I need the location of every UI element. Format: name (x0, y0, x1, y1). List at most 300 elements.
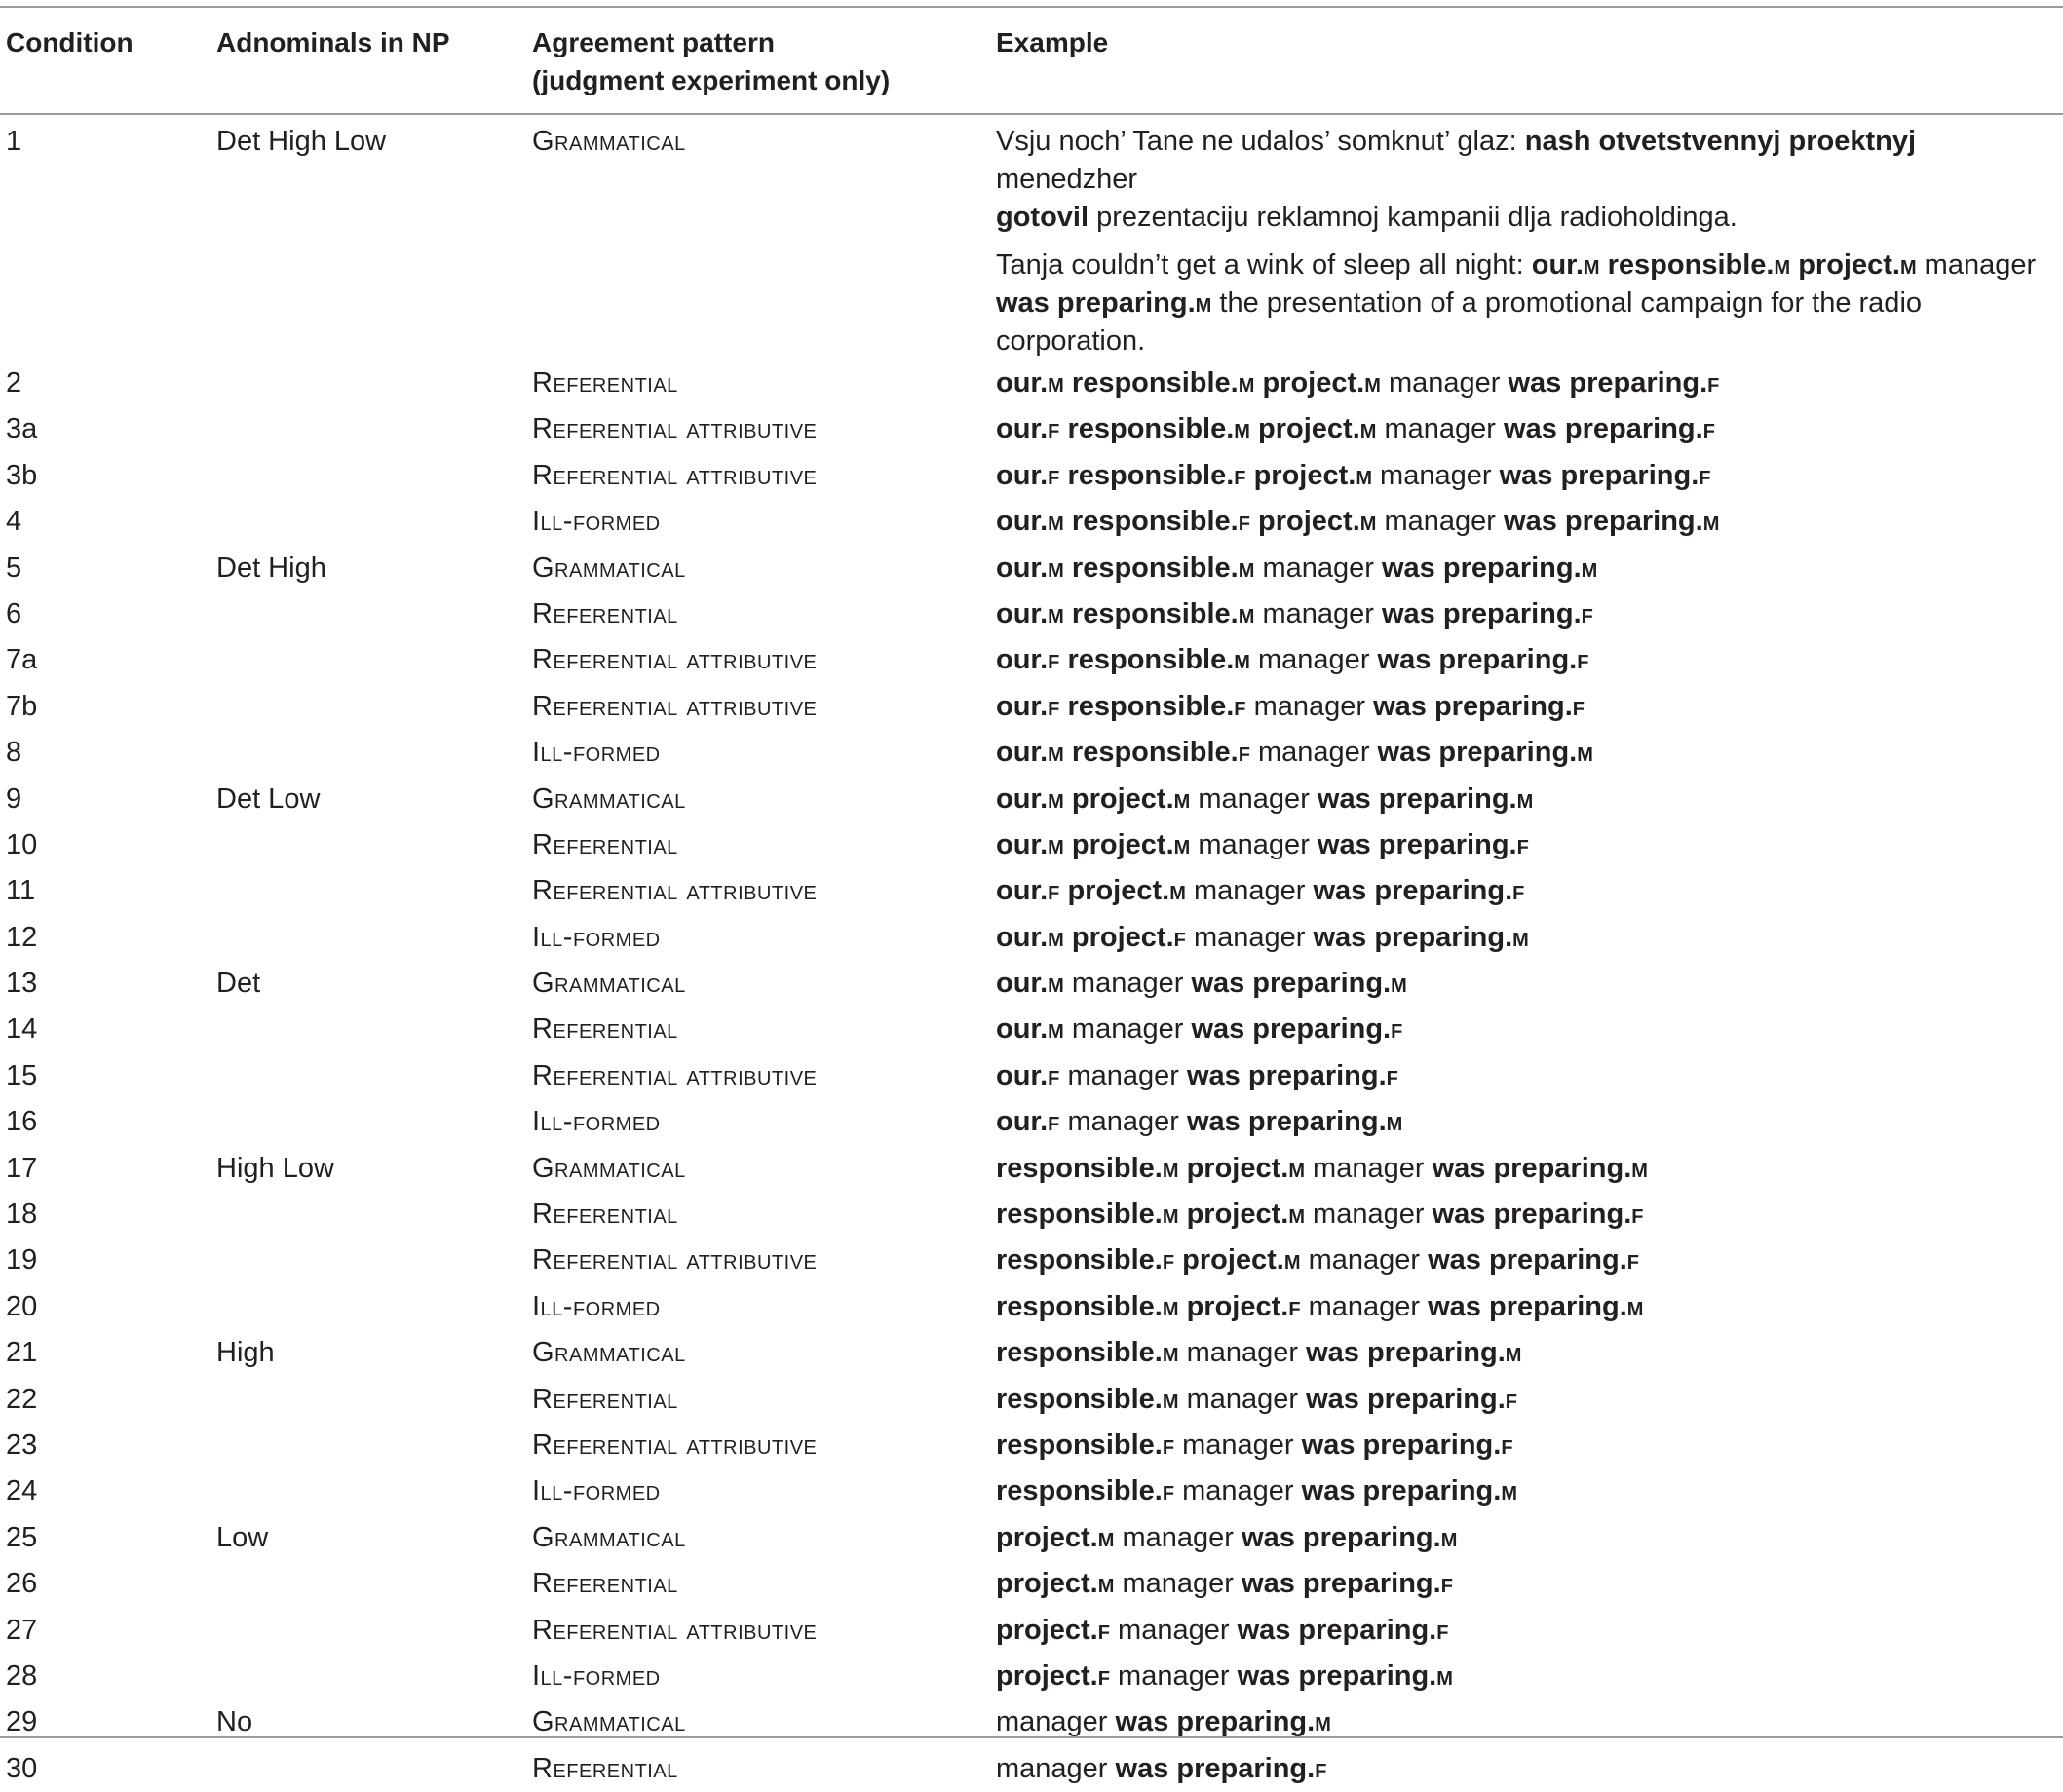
table-row (0, 1699, 2063, 1745)
gender-our: f (1048, 1106, 1060, 1138)
cell-pattern: Ill-formed (532, 1475, 661, 1507)
cell-condition: 23 (6, 1429, 38, 1461)
cell-adnominals (210, 453, 526, 499)
word-noun: manager (1118, 1659, 1230, 1692)
gender-resp: m (1238, 597, 1255, 629)
cell-adnominals: High (216, 1337, 275, 1369)
cell-condition: 20 (6, 1290, 38, 1322)
table-row (0, 1608, 2063, 1654)
table-row (0, 1330, 2063, 1376)
gender-our: m (1048, 828, 1064, 860)
cell-adnominals (210, 361, 526, 406)
word-verb: was preparing. (1191, 1013, 1392, 1046)
cell-adnominals (210, 1654, 526, 1699)
cell-pattern: Grammatical (532, 968, 686, 1000)
word-noun: manager (1384, 413, 1496, 445)
word-noun: manager (1380, 459, 1492, 491)
cell-condition: 18 (6, 1199, 38, 1231)
gender-resp: f (1162, 1244, 1175, 1277)
cell-pattern: Referential (532, 1013, 678, 1046)
word-resp: responsible. (1071, 552, 1239, 584)
cell-adnominals: Det Low (216, 782, 321, 815)
word-our: our. (996, 459, 1049, 491)
word-proj: project. (1071, 828, 1174, 860)
word-proj: project. (1067, 875, 1170, 907)
word-proj: project. (1182, 1244, 1284, 1277)
cell-pattern: Referential attributive (532, 413, 818, 445)
gender-proj: m (1097, 1521, 1115, 1553)
word-verb: was preparing. (1313, 875, 1513, 907)
cell-adnominals (210, 1468, 526, 1514)
cell-condition: 14 (6, 1013, 38, 1046)
cell-adnominals (210, 915, 526, 961)
gender-proj: m (1173, 828, 1191, 860)
word-resp: responsible. (1067, 644, 1235, 676)
cell-example (990, 1146, 2063, 1192)
word-our: our. (996, 644, 1049, 676)
word-resp: responsible. (996, 1383, 1163, 1415)
cell-condition: 9 (6, 782, 22, 815)
gender-our: f (1048, 644, 1060, 676)
word-verb: was preparing. (1242, 1568, 1441, 1600)
gender-proj: m (1097, 1568, 1115, 1600)
word-proj: project. (1258, 506, 1360, 538)
word-verb: was preparing. (1306, 1383, 1506, 1415)
cell-condition: 2 (6, 367, 22, 399)
header-agreement-line2: (judgment experiment only) (532, 65, 891, 95)
cell-adnominals (210, 868, 526, 914)
gender-our: f (1048, 690, 1060, 722)
cell-adnominals (210, 684, 526, 730)
table-row (0, 1284, 2063, 1330)
word-proj: project. (1258, 413, 1360, 445)
cell-condition: 10 (6, 828, 38, 860)
word-noun: manager (1262, 552, 1374, 584)
gender-verb: f (1512, 875, 1525, 907)
gender-verb: f (1572, 690, 1585, 722)
word-proj: project. (1262, 367, 1365, 399)
word-noun: manager (1253, 690, 1366, 722)
gender-proj: m (1359, 506, 1377, 538)
table-row (0, 915, 2063, 961)
word-resp: responsible. (996, 1244, 1163, 1277)
gender-verb: m (1440, 1521, 1458, 1553)
word-noun: manager (1198, 782, 1310, 815)
cell-condition: 17 (6, 1152, 38, 1184)
table-row (0, 1746, 2063, 1792)
word-verb: was preparing. (1377, 644, 1578, 676)
gender-proj: m (1283, 1244, 1301, 1277)
table-row (0, 1423, 2063, 1468)
cell-condition: 24 (6, 1475, 38, 1507)
word-noun: manager (1182, 1429, 1294, 1461)
cell-adnominals (210, 730, 526, 776)
word-verb: was preparing. (1504, 413, 1703, 445)
word-resp: responsible. (1071, 737, 1239, 769)
word-noun: manager (1071, 968, 1184, 1000)
word-verb: was preparing. (1504, 506, 1703, 538)
cell-example (990, 361, 2063, 406)
cell-adnominals (210, 1561, 526, 1607)
header-example: Example (996, 27, 1109, 57)
cell-example (990, 822, 2063, 868)
cell-adnominals (210, 499, 526, 545)
gender-verb: f (1315, 1752, 1327, 1784)
cell-example (990, 591, 2063, 637)
gender-our: f (1048, 875, 1060, 907)
word-our: our. (996, 828, 1049, 860)
cell-pattern: Referential (532, 597, 678, 629)
table-row (0, 546, 2063, 591)
cell-condition: 13 (6, 968, 38, 1000)
table-row (0, 637, 2063, 683)
gender-our: m (1048, 1013, 1064, 1046)
word-our: our. (996, 782, 1049, 815)
word-noun: manager (1193, 875, 1306, 907)
header-condition: Condition (6, 27, 134, 57)
gender-resp: m (1162, 1383, 1179, 1415)
gender-our: m (1048, 737, 1064, 769)
word-proj: project. (1071, 921, 1174, 953)
header-row (0, 6, 2063, 99)
cell-example (990, 684, 2063, 730)
word-proj: project. (1186, 1290, 1289, 1322)
word-our: our. (996, 413, 1049, 445)
conditions-table (0, 6, 2063, 1792)
table-row (0, 499, 2063, 545)
cell-condition: 29 (6, 1706, 38, 1738)
table-row (0, 777, 2063, 822)
cell-adnominals: No (216, 1706, 253, 1738)
word-verb: was preparing. (1301, 1429, 1502, 1461)
cell-condition: 5 (6, 552, 22, 584)
word-verb: was preparing. (1508, 367, 1708, 399)
cell-condition: 1 (6, 126, 22, 157)
word-proj: project. (996, 1614, 1098, 1646)
cell-example (990, 1515, 2063, 1561)
word-resp: responsible. (996, 1199, 1163, 1231)
cell-pattern: Referential attributive (532, 875, 818, 907)
cell-condition: 6 (6, 597, 22, 629)
cell-example (990, 1238, 2063, 1283)
cell-pattern: Referential attributive (532, 1059, 818, 1091)
word-resp: responsible. (996, 1152, 1163, 1184)
table-row (0, 1192, 2063, 1238)
word-noun: manager (1067, 1106, 1179, 1138)
word-verb: was preparing. (1382, 597, 1582, 629)
word-noun: manager (1313, 1199, 1425, 1231)
word-proj: project. (1186, 1199, 1289, 1231)
word-noun: manager (1384, 506, 1496, 538)
gender-our: m (1048, 782, 1064, 815)
table-row (0, 1377, 2063, 1423)
cell-condition: 7a (6, 644, 38, 676)
gender-verb: f (1702, 413, 1715, 445)
gender-resp: m (1238, 552, 1255, 584)
cell-adnominals (210, 822, 526, 868)
cell-example (990, 1746, 2063, 1792)
cell-example (990, 406, 2063, 452)
gender-our: m (1048, 552, 1064, 584)
cell-pattern: Grammatical (532, 1521, 686, 1553)
gender-proj: m (1359, 413, 1377, 445)
cell-pattern: Grammatical (532, 1152, 686, 1184)
word-our: our. (996, 1059, 1049, 1091)
header-agreement-line1: Agreement pattern (532, 27, 775, 57)
cell-adnominals: Low (216, 1521, 269, 1553)
table-row (0, 730, 2063, 776)
word-our: our. (996, 506, 1049, 538)
word-resp: responsible. (996, 1475, 1163, 1507)
word-verb: was preparing. (1428, 1244, 1627, 1277)
english-gloss: Tanja couldn’t get a wink of sleep all night: our.m responsible.m project.m manager was preparing.m the presentation of a promotional campaign for the radio corporation. (996, 249, 2037, 357)
cell-example (990, 915, 2063, 961)
gender-verb: f (1436, 1614, 1449, 1646)
header-agreement (526, 6, 990, 99)
gender-proj: m (1288, 1199, 1305, 1231)
word-resp: responsible. (1071, 367, 1239, 399)
gender-verb: f (1391, 1013, 1403, 1046)
word-verb: was preparing. (1306, 1337, 1506, 1369)
cell-adnominals (210, 591, 526, 637)
cell-condition: 3a (6, 413, 38, 445)
gender-our: m (1048, 506, 1064, 538)
word-verb: was preparing. (1428, 1290, 1627, 1322)
gender-verb: m (1626, 1290, 1644, 1322)
gender-verb: f (1581, 597, 1593, 629)
word-verb: was preparing. (1382, 552, 1582, 584)
gender-resp: m (1162, 1199, 1179, 1231)
gender-proj: m (1169, 875, 1186, 907)
word-resp: responsible. (996, 1290, 1163, 1322)
russian-example: Vsju noch’ Tane ne udalos’ somknut’ glaz: nash otvetstvennyj proektnyj menedzher gotovil prezentaciju reklamnoj kampanii dlja radioholdinga. (996, 126, 1917, 233)
word-verb: was preparing. (1115, 1706, 1316, 1738)
gender-resp: m (1234, 644, 1250, 676)
cell-pattern: Referential (532, 828, 678, 860)
cell-example (990, 1699, 2063, 1745)
gender-resp: f (1238, 506, 1250, 538)
cell-adnominals: High Low (216, 1152, 334, 1184)
gender-resp: f (1234, 690, 1246, 722)
gender-proj: f (1173, 921, 1186, 953)
cell-adnominals (210, 406, 526, 452)
cell-pattern: Grammatical (532, 782, 686, 815)
cell-pattern: Referential attributive (532, 1244, 818, 1277)
cell-example (990, 637, 2063, 683)
table-row (0, 361, 2063, 406)
cell-adnominals (210, 1053, 526, 1099)
word-verb: was preparing. (1499, 459, 1700, 491)
cell-adnominals (210, 1608, 526, 1654)
cell-pattern: Referential attributive (532, 459, 818, 491)
cell-example (990, 546, 2063, 591)
cell-pattern: Ill-formed (532, 737, 661, 769)
word-proj: project. (1186, 1152, 1289, 1184)
gender-verb: m (1577, 737, 1593, 769)
cell-pattern: Grammatical (532, 1337, 686, 1369)
word-verb: was preparing. (1301, 1475, 1502, 1507)
word-noun: manager (1122, 1521, 1234, 1553)
cell-adnominals (210, 1238, 526, 1283)
word-resp: responsible. (996, 1337, 1163, 1369)
cell-condition: 16 (6, 1106, 38, 1138)
gender-our: f (1048, 413, 1060, 445)
cell-pattern: Grammatical (532, 126, 686, 157)
gender-verb: m (1631, 1152, 1648, 1184)
cell-condition: 7b (6, 690, 38, 722)
word-noun: manager (1193, 921, 1306, 953)
cell-adnominals: Det High Low (216, 126, 387, 157)
header-adnominals: Adnominals in NP (216, 27, 450, 57)
cell-condition: 30 (6, 1752, 38, 1784)
cell-condition: 4 (6, 506, 22, 538)
cell-adnominals (210, 1377, 526, 1423)
word-our: our. (996, 597, 1049, 629)
cell-pattern: Referential attributive (532, 1429, 818, 1461)
cell-condition: 3b (6, 459, 38, 491)
word-verb: was preparing. (1186, 1106, 1387, 1138)
word-proj: project. (996, 1521, 1098, 1553)
word-resp: responsible. (1071, 597, 1239, 629)
cell-adnominals (210, 1423, 526, 1468)
cell-condition: 26 (6, 1568, 38, 1600)
word-noun: manager (1313, 1152, 1425, 1184)
cell-pattern: Ill-formed (532, 921, 661, 953)
gender-verb: m (1386, 1106, 1403, 1138)
cell-pattern: Referential (532, 1568, 678, 1600)
cell-example (990, 1053, 2063, 1099)
word-verb: was preparing. (1115, 1752, 1316, 1784)
cell-example (990, 730, 2063, 776)
gender-verb: m (1315, 1706, 1331, 1738)
table-row (0, 1468, 2063, 1514)
table-row (0, 684, 2063, 730)
gender-proj: m (1173, 782, 1191, 815)
word-our: our. (996, 367, 1049, 399)
word-noun: manager (1388, 367, 1501, 399)
word-resp: responsible. (1071, 506, 1239, 538)
cell-pattern: Grammatical (532, 1706, 686, 1738)
gender-our: m (1048, 921, 1064, 953)
gender-proj: m (1356, 459, 1372, 491)
word-noun: manager (1308, 1290, 1421, 1322)
cell-example (990, 1192, 2063, 1238)
cell-adnominals (210, 1192, 526, 1238)
word-noun: manager (1186, 1383, 1299, 1415)
word-verb: was preparing. (1313, 921, 1513, 953)
word-verb: was preparing. (1242, 1521, 1441, 1553)
gender-resp: m (1162, 1152, 1179, 1184)
gender-verb: m (1436, 1659, 1453, 1692)
cell-example (990, 1284, 2063, 1330)
cell-condition: 21 (6, 1337, 38, 1369)
gender-verb: f (1386, 1059, 1398, 1091)
word-noun: manager (996, 1706, 1108, 1738)
word-noun: manager (1122, 1568, 1234, 1600)
word-verb: was preparing. (1317, 782, 1517, 815)
gender-resp: m (1238, 367, 1255, 399)
word-resp: responsible. (1067, 459, 1235, 491)
table-row (0, 591, 2063, 637)
gender-resp: f (1234, 459, 1246, 491)
table-row (0, 99, 2063, 361)
word-proj: project. (1071, 782, 1174, 815)
table-row (0, 1146, 2063, 1192)
gender-verb: m (1581, 552, 1598, 584)
word-verb: was preparing. (1432, 1152, 1632, 1184)
word-our: our. (996, 737, 1049, 769)
gender-our: m (1048, 597, 1064, 629)
gender-our: m (1048, 367, 1064, 399)
cell-condition: 19 (6, 1244, 38, 1277)
word-noun: manager (1118, 1614, 1230, 1646)
cell-example (990, 1608, 2063, 1654)
gender-proj: f (1288, 1290, 1301, 1322)
word-our: our. (996, 1106, 1049, 1138)
word-noun: manager (1258, 737, 1370, 769)
cell-example (990, 868, 2063, 914)
gender-verb: m (1702, 506, 1720, 538)
gender-proj: f (1097, 1614, 1110, 1646)
cell-pattern: Referential (532, 1383, 678, 1415)
cell-pattern: Referential (532, 1199, 678, 1231)
word-verb: was preparing. (1373, 690, 1573, 722)
cell-example (990, 1468, 2063, 1514)
gender-verb: m (1512, 921, 1529, 953)
table-row (0, 1561, 2063, 1607)
table-row (0, 453, 2063, 499)
cell-example (990, 453, 2063, 499)
word-resp: responsible. (996, 1429, 1163, 1461)
cell-condition: 11 (6, 875, 36, 907)
gender-verb: f (1501, 1429, 1513, 1461)
gender-proj: f (1097, 1659, 1110, 1692)
word-our: our. (996, 552, 1049, 584)
gender-proj: m (1288, 1152, 1305, 1184)
cell-pattern: Referential attributive (532, 644, 818, 676)
word-verb: was preparing. (1237, 1659, 1437, 1692)
gender-verb: f (1577, 644, 1589, 676)
gender-resp: f (1238, 737, 1250, 769)
word-verb: was preparing. (1317, 828, 1517, 860)
word-proj: project. (1253, 459, 1356, 491)
table-row (0, 1654, 2063, 1699)
cell-pattern: Referential attributive (532, 690, 818, 722)
word-noun: manager (1308, 1244, 1421, 1277)
gender-verb: f (1626, 1244, 1640, 1277)
table-row (0, 1007, 2063, 1052)
cell-pattern: Referential (532, 367, 678, 399)
table-row (0, 1515, 2063, 1561)
gender-verb: f (1516, 828, 1529, 860)
gender-verb: f (1699, 459, 1711, 491)
word-verb: was preparing. (1186, 1059, 1387, 1091)
cell-example (990, 1330, 2063, 1376)
cell-condition: 22 (6, 1383, 38, 1415)
cell-condition: 25 (6, 1521, 38, 1553)
cell-condition: 8 (6, 737, 22, 769)
gender-verb: f (1631, 1199, 1644, 1231)
cell-condition: 28 (6, 1659, 38, 1692)
word-our: our. (996, 1013, 1049, 1046)
gender-our: f (1048, 459, 1060, 491)
cell-pattern: Referential attributive (532, 1614, 818, 1646)
gender-verb: f (1505, 1383, 1517, 1415)
cell-condition: 27 (6, 1614, 38, 1646)
cell-pattern: Grammatical (532, 552, 686, 584)
cell-adnominals (210, 1099, 526, 1145)
gender-our: m (1048, 968, 1064, 1000)
